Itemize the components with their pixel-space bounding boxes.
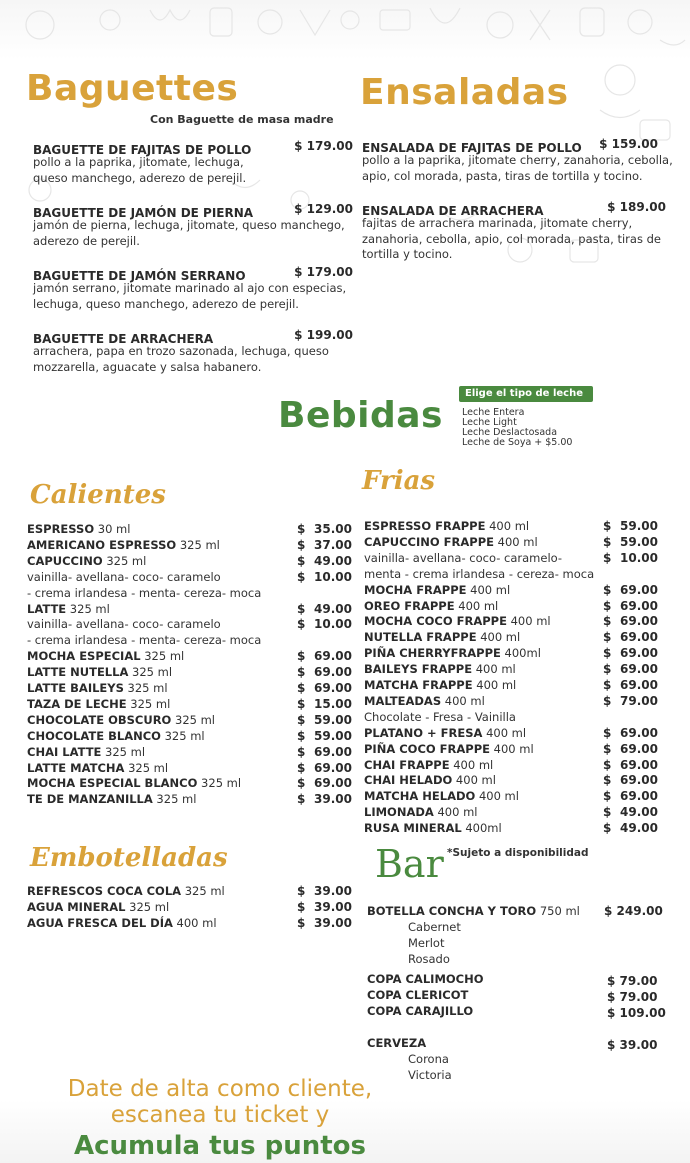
price-amount: 69.00 [620,630,658,645]
dish-price: $ 199.00 [294,328,353,342]
price-dollar: $ [297,915,306,930]
item-name: LATTE BAILEYS [27,681,124,695]
item-size: 325 ml [160,728,205,743]
item-name: PIÑA COCO FRAPPE [364,741,490,756]
menu-row [27,648,184,664]
bar-wine-row [367,903,580,919]
price-dollar: $ [603,662,612,677]
calientes-title: Calientes [30,480,166,510]
dish-name: BAGUETTE DE JAMÓN SERRANO [33,269,246,283]
dish-desc: zanahoria, cebolla, apio, col morada, pasta, tiras de [362,231,661,246]
cerveza-name: CERVEZA [367,1036,427,1050]
price-dollar: $ [603,598,612,613]
dish-desc: pollo a la paprika, jitomate, lechuga, [33,155,244,169]
menu-row [27,744,145,760]
menu-row [364,582,510,598]
price-amount: 49.00 [314,553,352,568]
ensalada-item-2 [362,200,666,263]
menu-row [27,680,168,696]
dish-price: $ 189.00 [607,200,666,214]
item-size: 325 ml [152,792,197,807]
copa-name: COPA CALIMOCHO [367,972,484,986]
item-size: vainilla- avellana- coco- caramelo [27,569,221,584]
menu-row [364,629,520,645]
menu-row [364,534,538,550]
price-amount: 69.00 [620,725,658,740]
wine-name: BOTELLA CONCHA Y TORO [367,904,537,918]
item-name: OREO FRAPPE [364,598,455,613]
price-amount: 49.00 [314,601,352,616]
price-amount: 10.00 [314,617,352,632]
price-dollar: $ [297,537,306,552]
dish-desc: mozzarella, aguacate y salsa habanero. [33,359,262,374]
price-dollar: $ [603,534,612,549]
frias-title: Frias [362,466,436,496]
item-name: AGUA MINERAL [27,899,126,914]
menu-row [27,632,261,648]
price-amount: 49.00 [620,805,658,820]
menu-row [27,537,220,553]
menu-row [27,915,217,931]
price-dollar: $ [297,553,306,568]
item-name: MOCHA ESPECIAL [27,649,141,664]
bar-copa-row [367,971,484,987]
dish-desc: lechuga, queso manchego, aderezo de perejil. [33,296,299,311]
price-dollar: $ [297,712,306,727]
price-dollar: $ [297,744,306,759]
menu-row [27,569,221,585]
item-size: 400 ml [172,915,217,930]
wine-type: Merlot [408,936,445,950]
price-dollar: $ [297,617,306,632]
item-size: 400ml [500,646,541,661]
item-name: MOCHA COCO FRAPPE [364,614,507,629]
price-amount: 69.00 [620,789,658,804]
item-size: 400 ml [476,630,521,645]
bar-copa-row [367,987,468,1003]
embotelladas-title: Embotelladas [30,843,228,873]
baguettes-subtitle: Con Baguette de masa madre [150,113,334,126]
price-dollar: $ [603,773,612,788]
item-name: MATCHA FRAPPE [364,678,473,692]
item-size: 400 ml [490,741,534,756]
item-size: 325 ml [66,601,110,616]
price-dollar: $ [603,550,612,565]
dish-desc: arrachera, papa en trozo sazonada, lechuga, queso [33,344,329,358]
menu-row [364,613,551,629]
menu-row [364,820,502,836]
menu-row [27,899,169,915]
menu-row [364,645,541,661]
item-name: PLATANO + FRESA [364,725,483,740]
item-name: BAILEYS FRAPPE [364,662,473,677]
baguette-item-3 [33,265,353,312]
baguette-item-2 [33,202,353,249]
price-amount: 69.00 [314,760,352,775]
footer-line-2: escanea tu ticket y [110,1102,330,1128]
copa-name: COPA CARAJILLO [367,1004,474,1018]
baguette-item-4 [33,328,353,375]
dish-name: BAGUETTE DE JAMÓN DE PIERNA [33,206,254,220]
item-name: ESPRESSO FRAPPE [364,519,486,533]
dish-desc: queso manchego, aderezo de perejil. [33,170,247,185]
item-name: REFRESCOS COCA COLA [27,884,182,898]
footer-line-3: Acumula tus puntos [73,1131,367,1161]
price-amount: 39.00 [314,915,352,930]
copa-price: $ 79.00 [607,974,658,988]
bebidas-title: Bebidas [278,395,443,436]
item-size: vainilla- avellana- coco- caramelo [27,617,221,632]
price-amount: 69.00 [620,678,658,692]
price-amount: 69.00 [620,646,658,661]
item-name: MALTEADAS [364,693,442,708]
wine-size: 750 ml [536,904,580,918]
dish-desc: aderezo de perejil. [33,233,140,248]
dish-desc: jamón de pierna, lechuga, jitomate, queso manchego, [33,218,345,232]
item-name: MOCHA ESPECIAL BLANCO [27,776,198,791]
item-size: 400 ml [454,598,499,613]
menu-row [364,725,526,741]
dish-price: $ 179.00 [294,265,353,279]
item-name: LATTE MATCHA [27,760,125,775]
price-amount: 39.00 [314,884,352,898]
wine-price: $ 249.00 [604,904,663,918]
menu-row [364,550,562,566]
menu-row [364,566,594,582]
item-size: 400 ml [472,662,516,677]
item-size: 400 ml [506,614,551,629]
menu-row [27,712,215,728]
price-dollar: $ [603,789,612,804]
item-size: 400 ml [475,789,519,804]
price-dollar: $ [297,681,306,695]
menu-row [27,585,261,601]
bar-cerveza-row [367,1035,426,1051]
price-amount: 59.00 [620,534,658,549]
item-name: ESPRESSO [27,522,95,536]
price-dollar: $ [297,899,306,914]
dish-price: $ 129.00 [294,202,353,216]
item-size: 400 ml [494,534,538,549]
price-amount: 69.00 [620,598,658,613]
menu-row [364,693,485,709]
menu-row [364,709,516,725]
item-name: AGUA FRESCA DEL DÍA [27,915,173,930]
menu-row [27,791,196,807]
price-dollar: $ [603,757,612,772]
item-size: 400 ml [466,582,511,597]
item-size: 325 ml [102,553,147,568]
milk-option: Leche de Soya + $5.00 [462,437,573,448]
menu-row [364,788,519,804]
dish-name: ENSALADA DE ARRACHERA [362,204,544,218]
menu-row [27,883,225,899]
price-amount: 69.00 [314,681,352,695]
item-size: 325 ml [181,884,225,898]
footer-line-1: Date de alta como cliente, [67,1076,373,1102]
item-size: 400 ml [441,693,485,708]
bar-copa-row [367,1003,473,1019]
menu-row [27,760,168,776]
price-amount: 69.00 [620,582,658,597]
copa-price: $ 79.00 [607,990,658,1004]
price-amount: 49.00 [620,821,658,836]
item-size: 400 ml [485,519,530,533]
price-dollar: $ [603,614,612,629]
price-amount: 10.00 [620,550,658,565]
menu-row [27,553,146,569]
item-name: CHAI FRAPPE [364,757,450,772]
cerveza-price: $ 39.00 [607,1038,658,1052]
item-name: LATTE [27,601,67,616]
price-amount: 15.00 [314,696,352,711]
price-dollar: $ [297,776,306,791]
price-amount: 69.00 [620,614,658,629]
ensalada-item-1 [362,137,673,184]
menu-row [27,775,241,791]
item-size: 325 ml [124,760,169,775]
price-amount: 69.00 [314,665,352,680]
item-size: 325 ml [123,681,168,695]
milk-option: Leche Light [462,417,517,428]
copa-price: $ 109.00 [607,1006,666,1020]
price-amount: 39.00 [314,899,352,914]
ensaladas-title: Ensaladas [360,72,569,113]
menu-row [364,804,477,820]
item-name: TE DE MANZANILLA [27,792,153,807]
item-name: CHAI HELADO [364,773,453,788]
item-size: - crema irlandesa - menta- cereza- moca [27,633,262,648]
price-amount: 69.00 [620,757,658,772]
item-name: AMERICANO ESPRESSO [27,537,177,552]
dish-price: $ 159.00 [599,137,658,151]
price-dollar: $ [603,805,612,820]
item-size: 400ml [461,821,502,836]
price-amount: 35.00 [314,522,352,536]
cerveza-type: Corona [408,1052,449,1066]
menu-row [27,728,205,744]
item-size: 325 ml [140,649,185,664]
item-size: 400 ml [482,725,527,740]
menu-row [364,757,493,773]
menu-row [27,664,172,680]
price-amount: 69.00 [314,649,352,664]
price-amount: 69.00 [620,741,658,756]
price-dollar: $ [297,760,306,775]
item-name: CHOCOLATE BLANCO [27,728,161,743]
price-dollar: $ [603,582,612,597]
price-dollar: $ [603,630,612,645]
dish-desc: pollo a la paprika, jitomate cherry, zanahoria, cebolla, [362,153,673,167]
menu-row [364,598,498,614]
price-amount: 37.00 [314,537,352,552]
price-dollar: $ [297,522,306,536]
item-size: 325 ml [176,537,220,552]
price-dollar: $ [297,792,306,807]
baguette-item-1 [33,139,353,186]
menu-row [364,677,516,693]
price-amount: 59.00 [620,519,658,533]
item-name: TAZA DE LECHE [27,696,127,711]
item-size: 325 ml [128,665,173,680]
dish-desc: jamón serrano, jitomate marinado al ajo con especias, [33,281,347,295]
dish-name: BAGUETTE DE FAJITAS DE POLLO [33,143,252,157]
menu-row [364,772,496,788]
item-size: 325 ml [125,899,170,914]
item-name: NUTELLA FRAPPE [364,630,477,645]
item-size: menta - crema irlandesa - cereza- moca [364,566,595,581]
dish-desc: apio, col morada, pasta, tiras de tortilla y tocino. [362,168,643,183]
price-amount: 59.00 [314,712,352,727]
item-size: 400 ml [449,757,494,772]
item-name: CAPUCCINO [27,553,103,568]
price-dollar: $ [297,728,306,743]
baguettes-title: Baguettes [26,68,239,109]
item-size: 325 ml [101,744,146,759]
dish-desc: tortilla y tocino. [362,247,453,261]
wine-type: Rosado [408,952,450,966]
price-dollar: $ [603,693,612,708]
price-dollar: $ [297,884,306,898]
item-name: CHAI LATTE [27,744,102,759]
menu-row [364,661,516,677]
dish-name: BAGUETTE DE ARRACHERA [33,332,214,346]
price-dollar: $ [603,725,612,740]
item-name: LIMONADA [364,805,434,820]
item-name: MATCHA HELADO [364,789,476,804]
item-name: CHOCOLATE OBSCURO [27,712,172,727]
price-dollar: $ [603,678,612,692]
price-dollar: $ [603,741,612,756]
milk-option: Leche Deslactosada [462,427,558,438]
dish-price: $ 179.00 [294,139,353,153]
item-size: vainilla- avellana- coco- caramelo- [364,550,563,565]
copa-name: COPA CLERICOT [367,988,469,1002]
item-size: Chocolate - Fresa - Vainilla [364,709,516,724]
price-amount: 69.00 [620,662,658,677]
item-size: - crema irlandesa - menta- cereza- moca [27,585,262,600]
item-size: 400 ml [452,773,496,788]
dish-desc: fajitas de arrachera marinada, jitomate cherry, [362,216,633,230]
item-name: PIÑA CHERRYFRAPPE [364,646,501,661]
item-size: 325 ml [126,696,171,711]
price-dollar: $ [297,665,306,680]
milk-option: Leche Entera [462,407,525,418]
bar-title: Bar [375,842,444,886]
item-name: MOCHA FRAPPE [364,582,467,597]
item-name: RUSA MINERAL [364,821,462,836]
menu-row [27,601,110,617]
price-amount: 69.00 [620,773,658,788]
menu-row [27,696,170,712]
item-name: CAPUCCINO FRAPPE [364,534,494,549]
item-name: LATTE NUTELLA [27,665,129,680]
price-amount: 69.00 [314,744,352,759]
item-size: 30 ml [94,522,131,536]
cerveza-type: Victoria [408,1068,452,1082]
menu-row [364,518,529,534]
price-amount: 59.00 [314,728,352,743]
price-amount: 79.00 [620,693,658,708]
bar-availability-note: *Sujeto a disponibilidad [447,847,589,859]
menu-row [364,741,534,757]
menu-row [27,616,221,632]
price-dollar: $ [603,646,612,661]
item-size: 325 ml [171,712,216,727]
menu-row [27,521,130,537]
price-dollar: $ [297,569,306,584]
price-dollar: $ [603,519,612,533]
item-size: 400 ml [433,805,478,820]
price-dollar: $ [603,821,612,836]
price-dollar: $ [297,601,306,616]
item-size: 400 ml [472,678,517,692]
price-amount: 69.00 [314,776,352,791]
milk-options-title: Elige el tipo de leche [459,386,593,402]
price-amount: 10.00 [314,569,352,584]
price-dollar: $ [297,696,306,711]
wine-type: Cabernet [408,920,461,934]
item-size: 325 ml [197,776,242,791]
price-amount: 39.00 [314,792,352,807]
price-dollar: $ [297,649,306,664]
dish-name: ENSALADA DE FAJITAS DE POLLO [362,141,582,155]
